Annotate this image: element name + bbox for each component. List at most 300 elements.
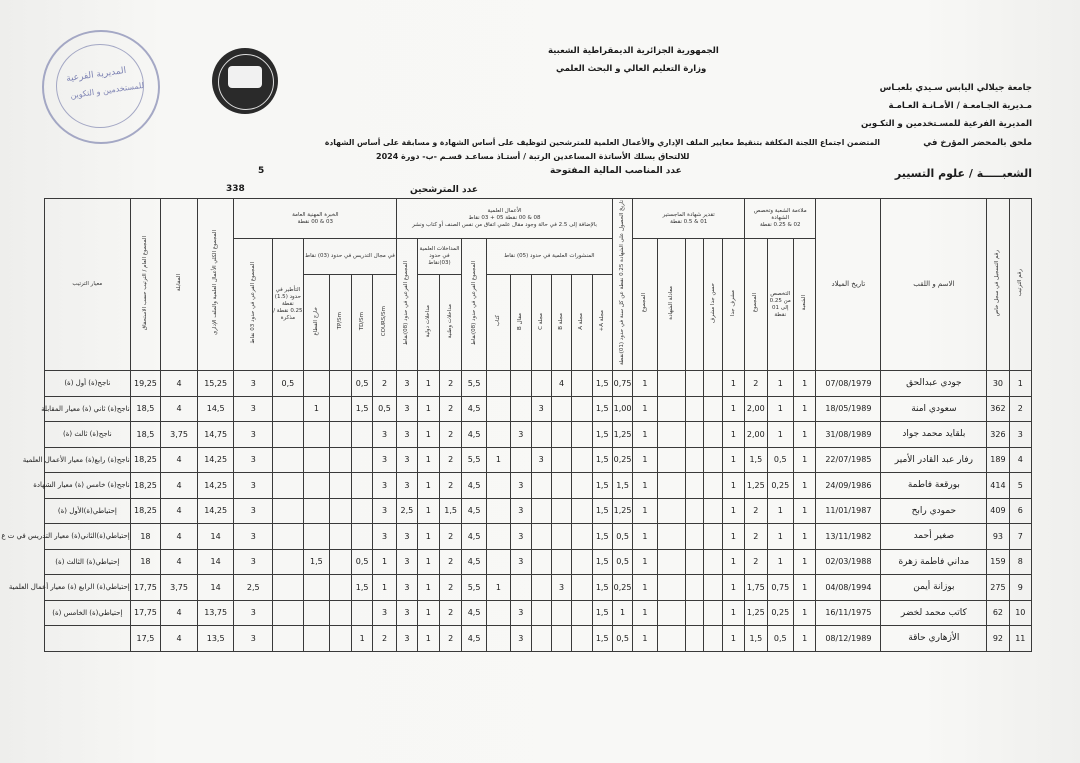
- cell-p1: [572, 447, 592, 473]
- cell-vg: [704, 473, 722, 499]
- cell-reg: 326: [987, 422, 1009, 448]
- cell-t1: 1: [372, 549, 396, 575]
- cell-career: 1,5: [612, 473, 632, 499]
- cell-branch: 1: [793, 447, 815, 473]
- cell-p6: 1,5: [592, 498, 612, 524]
- cell-vg: [704, 396, 722, 422]
- cell-spec: 1: [767, 524, 793, 550]
- cell-c1: 2: [439, 447, 461, 473]
- cell-spec: 0,75: [767, 575, 793, 601]
- cell-sci: 4,5: [462, 396, 486, 422]
- cell-vg: [704, 549, 722, 575]
- cell-order: 9: [1009, 575, 1031, 601]
- cell-fin: 18,5: [130, 422, 161, 448]
- cell-t2: [352, 447, 372, 473]
- cell-order: 11: [1009, 626, 1031, 652]
- annex-text: المتضمن اجتماع اللجنة المكلفة بتنقيط معايير الملف الإداري والأعمال العلمية للمترشحين لتوظيف على أساس الشهادة و مسابقة على أساس الشهادة: [324, 138, 880, 147]
- col-specialty: التخصص من 0.25 إلى 01 نقطة: [767, 239, 793, 371]
- university-name: جامعة جيلالي اليابس سـيدي بلعبـاس: [879, 83, 1032, 93]
- cell-p2: [551, 600, 571, 626]
- cell-deg: 1: [633, 498, 657, 524]
- cell-t1: 2: [372, 371, 396, 397]
- col-fit-total: المجموع: [752, 293, 759, 313]
- cell-crit: إحتياطي(ة) الرابع (ة) معيار أعمال العلمية: [45, 575, 131, 601]
- cell-t2: [352, 422, 372, 448]
- cell-hon: 1: [722, 396, 744, 422]
- cell-int: 4: [161, 447, 198, 473]
- cell-spec: 0,5: [767, 626, 793, 652]
- cell-birth: 08/12/1989: [816, 626, 881, 652]
- col-conf-national: مداخلات وطنية: [447, 303, 454, 339]
- cell-t1: 2: [372, 626, 396, 652]
- cell-t4: [303, 524, 329, 550]
- cell-t1: 3: [372, 422, 396, 448]
- cell-deg: 1: [633, 422, 657, 448]
- cell-p6: 1,5: [592, 371, 612, 397]
- table-row: [45, 549, 1032, 575]
- cell-order: 7: [1009, 524, 1031, 550]
- cell-exp: 3: [234, 626, 273, 652]
- cell-fin: 17,5: [130, 626, 161, 652]
- cell-birth: 02/03/1988: [816, 549, 881, 575]
- col-degree-total: المجموع: [641, 293, 648, 313]
- cell-crit: إحتياطي(ة) الثالث (ة): [45, 549, 131, 575]
- cell-hon: 1: [722, 575, 744, 601]
- cell-c1: 2: [439, 371, 461, 397]
- cell-p2: [551, 549, 571, 575]
- cell-deg: 1: [633, 371, 657, 397]
- col-sci-total: المجموع الفرعي في حدود (08)نقاط: [470, 260, 477, 346]
- cell-c1: 1,5: [439, 498, 461, 524]
- cell-deg: 1: [633, 447, 657, 473]
- cell-vg: [704, 422, 722, 448]
- cell-exp: 2,5: [234, 575, 273, 601]
- cell-reg: 409: [987, 498, 1009, 524]
- col-interview: المقابلة: [175, 274, 182, 292]
- cell-t4: [303, 600, 329, 626]
- cell-eq: [657, 524, 685, 550]
- cell-c2: 1: [417, 549, 439, 575]
- col-teach-outside: خارج القطاع: [312, 306, 319, 336]
- cell-crit: ناجح(ة) ثالث (ة): [45, 422, 131, 448]
- cell-t2: [352, 473, 372, 499]
- cell-sci: 5,5: [462, 575, 486, 601]
- cell-p3: 3: [531, 447, 551, 473]
- cell-t2: [352, 600, 372, 626]
- cell-birth: 16/11/1975: [816, 600, 881, 626]
- cell-t3: [330, 396, 352, 422]
- cell-p6: 1,5: [592, 422, 612, 448]
- cell-vg: [704, 524, 722, 550]
- cell-c1: 2: [439, 473, 461, 499]
- cell-name: حمودي رابح: [881, 498, 987, 524]
- cell-name: بلقايد محمد جواد: [881, 422, 987, 448]
- cell-p5: [486, 473, 510, 499]
- cell-ctot: 3: [397, 600, 417, 626]
- col-pub-a-plus: مجلة A+: [598, 310, 605, 332]
- cell-order: 5: [1009, 473, 1031, 499]
- cell-sci: 4,5: [462, 498, 486, 524]
- cell-p1: [572, 422, 592, 448]
- republic-title: الجمهورية الجزائرية الديمقراطية الشعبية: [548, 46, 719, 56]
- cell-fin: 18,25: [130, 447, 161, 473]
- cell-t2: 1: [352, 626, 372, 652]
- cell-fit: 2: [745, 498, 767, 524]
- cell-eq: [657, 575, 685, 601]
- cell-reg: 159: [987, 549, 1009, 575]
- branch-title: الشعبـــــة / علوم التسيير: [894, 167, 1032, 180]
- cell-tot: 14,25: [197, 473, 234, 499]
- col-order: رقم الترتيب: [1016, 269, 1023, 297]
- cell-t1: 3: [372, 447, 396, 473]
- cell-fit: 1,5: [745, 447, 767, 473]
- cell-c2: 1: [417, 498, 439, 524]
- cell-name: صغير أحمد: [881, 524, 987, 550]
- cell-p3: [531, 626, 551, 652]
- cell-t3: [330, 600, 352, 626]
- cell-p3: [531, 371, 551, 397]
- cell-fin: 19,25: [130, 371, 161, 397]
- col-conf-international: مداخلات دولية: [424, 304, 431, 338]
- cell-deg: 1: [633, 600, 657, 626]
- cell-spec: 0,25: [767, 473, 793, 499]
- cell-birth: 07/08/1979: [816, 371, 881, 397]
- cell-int: 4: [161, 371, 198, 397]
- cell-birth: 31/08/1989: [816, 422, 881, 448]
- cell-c2: 1: [417, 626, 439, 652]
- cell-p2: [551, 396, 571, 422]
- cell-name: كاتب محمد لخضر: [881, 600, 987, 626]
- col-pub-a: مجلة A: [578, 312, 585, 330]
- positions-label: عدد المناصب المالية المفتوحة: [550, 166, 682, 176]
- cell-crit: إحتياطي(ة)الثاني(ة) معيار التدريس في ت ع: [45, 524, 131, 550]
- cell-branch: 1: [793, 422, 815, 448]
- cell-p5: 1: [486, 575, 510, 601]
- cell-fr: [273, 600, 304, 626]
- cell-t3: [330, 575, 352, 601]
- table-row: [45, 524, 1032, 550]
- cell-p4: [511, 575, 531, 601]
- cell-birth: 24/09/1986: [816, 473, 881, 499]
- cell-c2: 1: [417, 447, 439, 473]
- col-framing: التأطير في حدود (1.5) نقطة 0.25 نقطة / مذكرة: [273, 239, 304, 371]
- cell-p5: [486, 396, 510, 422]
- cell-reg: 362: [987, 396, 1009, 422]
- cell-reg: 92: [987, 626, 1009, 652]
- cell-hon: 1: [722, 524, 744, 550]
- cell-eq: [657, 422, 685, 448]
- col-teach-cours: COURS/Sm: [381, 305, 387, 337]
- col-pub-b: مجلة B: [558, 312, 565, 330]
- cell-p6: 1,5: [592, 447, 612, 473]
- col-pub-c: مجلة C: [537, 312, 544, 330]
- cell-fr: [273, 473, 304, 499]
- cell-t4: [303, 575, 329, 601]
- cell-vg: [704, 447, 722, 473]
- cell-spec: 1: [767, 422, 793, 448]
- cell-c1: 2: [439, 626, 461, 652]
- cell-ctot: 3: [397, 396, 417, 422]
- cell-ctot: 2,5: [397, 498, 417, 524]
- cell-branch: 1: [793, 473, 815, 499]
- cell-tot: 14,5: [197, 396, 234, 422]
- cell-ctot: 3: [397, 549, 417, 575]
- cell-order: 2: [1009, 396, 1031, 422]
- cell-p6: 1,5: [592, 396, 612, 422]
- col-scientific: الأعمال العلمية 08 & 00 نقطة 05 + 03 نقاط بالإضافة إلى 2.5 في حالة وجود مقال علمي اتفاق من نفس الصنف أو كتاب ونشر: [397, 199, 613, 239]
- cell-birth: 22/07/1985: [816, 447, 881, 473]
- cell-p2: [551, 473, 571, 499]
- cell-exp: 3: [234, 422, 273, 448]
- cell-name: مداني فاطمة زهرة: [881, 549, 987, 575]
- cell-fit: 1,75: [745, 575, 767, 601]
- table-row: [45, 575, 1032, 601]
- cell-fr: 0,5: [273, 371, 304, 397]
- cell-vg: [704, 498, 722, 524]
- cell-c1: 2: [439, 575, 461, 601]
- col-degree-fit: ملاءمة الشعبة وتخصص الشهادة 02 & 0.25 نقطة: [745, 199, 816, 239]
- cell-t3: [330, 371, 352, 397]
- cell-career: 1,25: [612, 422, 632, 448]
- cell-name: بورقعة فاطمة: [881, 473, 987, 499]
- cell-career: 0,75: [612, 371, 632, 397]
- cell-deg: 1: [633, 524, 657, 550]
- cell-spec: 0,25: [767, 600, 793, 626]
- cell-int: 4: [161, 524, 198, 550]
- cell-crit: ناجح(ة) رابع(ة) معيار الأعمال العلمية: [45, 447, 131, 473]
- cell-empty: [686, 575, 704, 601]
- col-conf-total: المجموع الفرعي في حدود (08)نقاط: [403, 260, 410, 346]
- cell-c2: 1: [417, 396, 439, 422]
- cell-t2: 1,5: [352, 396, 372, 422]
- stamp-line-1: المديرية الفرعية: [65, 65, 127, 85]
- rank-line: للالتحاق بسلك الأساتذة المساعدين الرتبة / أستـاذ مساعـد قسـم -ب- دورة 2024: [376, 152, 690, 161]
- cell-eq: [657, 447, 685, 473]
- cell-ctot: 3: [397, 626, 417, 652]
- cell-t3: [330, 626, 352, 652]
- cell-sci: 5,5: [462, 447, 486, 473]
- cell-exp: 3: [234, 498, 273, 524]
- cell-birth: 04/08/1994: [816, 575, 881, 601]
- cell-empty: [686, 447, 704, 473]
- cell-p4: [511, 371, 531, 397]
- cell-p3: [531, 549, 551, 575]
- cell-reg: 189: [987, 447, 1009, 473]
- cell-spec: 1: [767, 549, 793, 575]
- cell-spec: 0,5: [767, 447, 793, 473]
- cell-crit: إحتياطي(ة)الأول (ة): [45, 498, 131, 524]
- col-reg: رقم التسجيل في سجل خاص: [994, 249, 1001, 317]
- table-row: [45, 422, 1032, 448]
- cell-vg: [704, 371, 722, 397]
- cell-p3: [531, 600, 551, 626]
- cell-int: 4: [161, 473, 198, 499]
- cell-sci: 4,5: [462, 600, 486, 626]
- cell-t1: 1: [372, 575, 396, 601]
- cell-deg: 1: [633, 396, 657, 422]
- col-publications: المنشورات العلمية في حدود (05) نقاط: [486, 239, 612, 275]
- cell-tot: 14,25: [197, 498, 234, 524]
- cell-c1: 2: [439, 396, 461, 422]
- cell-c2: 1: [417, 575, 439, 601]
- col-criteria: معيار الترتيب: [45, 199, 131, 371]
- cell-ctot: 3: [397, 524, 417, 550]
- cell-birth: 18/05/1989: [816, 396, 881, 422]
- col-teaching: في مجال التدريس في حدود (03) نقاط: [303, 239, 397, 275]
- cell-p1: [572, 396, 592, 422]
- cell-p5: [486, 371, 510, 397]
- table-row: [45, 626, 1032, 652]
- cell-deg: 1: [633, 626, 657, 652]
- cell-p1: [572, 600, 592, 626]
- cell-t3: [330, 447, 352, 473]
- table-row: [45, 371, 1032, 397]
- cell-fr: [273, 396, 304, 422]
- cell-crit: [45, 626, 131, 652]
- cell-empty: [686, 524, 704, 550]
- table-row: [45, 447, 1032, 473]
- table-row: [45, 396, 1032, 422]
- cell-c2: 1: [417, 524, 439, 550]
- cell-career: 0,25: [612, 447, 632, 473]
- cell-p4: 3: [511, 549, 531, 575]
- col-career: تاريخ الحصول على الشهادة 0.25 نقطة عن كل سنة في حدود (01)نقطة: [619, 200, 626, 366]
- cell-p4: 3: [511, 600, 531, 626]
- cell-p1: [572, 473, 592, 499]
- cell-crit: إحتياطي(ة) الخامس (ة): [45, 600, 131, 626]
- cell-p4: [511, 447, 531, 473]
- cell-t1: 3: [372, 473, 396, 499]
- cell-t4: 1,5: [303, 549, 329, 575]
- cell-p4: 3: [511, 422, 531, 448]
- cell-exp: 3: [234, 371, 273, 397]
- ministry-title: وزارة التعليم العالي و البحث العلمي: [556, 64, 707, 74]
- cell-p2: [551, 498, 571, 524]
- cell-fin: 18,25: [130, 473, 161, 499]
- cell-crit: ناجح(ة) أول (ة): [45, 371, 131, 397]
- cell-tot: 14: [197, 575, 234, 601]
- cell-t2: 0,5: [352, 371, 372, 397]
- cell-tot: 14: [197, 549, 234, 575]
- cell-branch: 1: [793, 549, 815, 575]
- cell-fit: 2,00: [745, 396, 767, 422]
- cell-p3: [531, 575, 551, 601]
- cell-p2: [551, 422, 571, 448]
- cell-sci: 4,5: [462, 422, 486, 448]
- cell-int: 4: [161, 626, 198, 652]
- cell-t3: [330, 473, 352, 499]
- cell-p6: 1,5: [592, 524, 612, 550]
- cell-t2: [352, 524, 372, 550]
- cell-branch: 1: [793, 371, 815, 397]
- cell-sci: 4,5: [462, 549, 486, 575]
- cell-eq: [657, 600, 685, 626]
- cell-empty: [686, 626, 704, 652]
- cell-t2: 1,5: [352, 575, 372, 601]
- cell-exp: 3: [234, 473, 273, 499]
- cell-int: 4: [161, 549, 198, 575]
- cell-vg: [704, 600, 722, 626]
- cell-c1: 2: [439, 600, 461, 626]
- cell-int: 4: [161, 396, 198, 422]
- positions-value: 5: [258, 166, 265, 176]
- subdirectorate-name: المديرية الفرعية للمسـتخدمين و التكـوين: [861, 119, 1032, 129]
- cell-career: 0,5: [612, 626, 632, 652]
- cell-fit: 2: [745, 371, 767, 397]
- candidates-label: عدد المترشحين: [410, 185, 478, 195]
- cell-deg: 1: [633, 549, 657, 575]
- cell-hon: 1: [722, 549, 744, 575]
- cell-eq: [657, 371, 685, 397]
- cell-reg: 275: [987, 575, 1009, 601]
- cell-t4: [303, 498, 329, 524]
- cell-p3: 3: [531, 396, 551, 422]
- cell-t2: [352, 498, 372, 524]
- cell-p5: [486, 498, 510, 524]
- university-logo: [212, 48, 278, 114]
- table-row: [45, 473, 1032, 499]
- col-experience: الخبرة المهنية العامة 03 & 00 نقطة: [234, 199, 397, 239]
- table-row: [45, 600, 1032, 626]
- cell-ctot: 3: [397, 422, 417, 448]
- cell-t4: 1: [303, 396, 329, 422]
- cell-t2: 0,5: [352, 549, 372, 575]
- annex-prefix: ملحق بالمحضر المؤرخ في: [923, 138, 1032, 148]
- cell-eq: [657, 498, 685, 524]
- cell-name: الأزهاري حاقة: [881, 626, 987, 652]
- cell-exp: 3: [234, 549, 273, 575]
- cell-c1: 2: [439, 549, 461, 575]
- cell-p6: 1,5: [592, 549, 612, 575]
- cell-int: 3,75: [161, 422, 198, 448]
- cell-t4: [303, 473, 329, 499]
- cell-branch: 1: [793, 626, 815, 652]
- cell-ctot: 3: [397, 447, 417, 473]
- cell-exp: 3: [234, 600, 273, 626]
- cell-empty: [686, 371, 704, 397]
- cell-sci: 4,5: [462, 473, 486, 499]
- cell-order: 1: [1009, 371, 1031, 397]
- cell-reg: 414: [987, 473, 1009, 499]
- cell-crit: ناجح(ة) خامس (ة) معيار الشهادة: [45, 473, 131, 499]
- cell-name: سعودي امنة: [881, 396, 987, 422]
- cell-p6: 1,5: [592, 575, 612, 601]
- cell-tot: 15,25: [197, 371, 234, 397]
- col-teach-tp: TP/Sm: [337, 312, 344, 330]
- cell-fit: 1,25: [745, 600, 767, 626]
- cell-eq: [657, 473, 685, 499]
- cell-spec: 1: [767, 498, 793, 524]
- cell-ctot: 3: [397, 575, 417, 601]
- cell-p1: [572, 626, 592, 652]
- cell-branch: 1: [793, 524, 815, 550]
- cell-career: 0,5: [612, 549, 632, 575]
- col-pub-article: مقال B: [517, 312, 524, 330]
- cell-empty: [686, 549, 704, 575]
- cell-empty: [686, 422, 704, 448]
- cell-eq: [657, 396, 685, 422]
- cell-p5: 1: [486, 447, 510, 473]
- cell-empty: [686, 396, 704, 422]
- cell-hon: 1: [722, 600, 744, 626]
- cell-exp: 3: [234, 396, 273, 422]
- cell-branch: 1: [793, 600, 815, 626]
- cell-t3: [330, 549, 352, 575]
- cell-p2: [551, 524, 571, 550]
- cell-p1: [572, 575, 592, 601]
- directorate-name: مـديرية الجـامعـة / الأمـانـة العـامـة: [888, 101, 1032, 111]
- cell-c2: 1: [417, 422, 439, 448]
